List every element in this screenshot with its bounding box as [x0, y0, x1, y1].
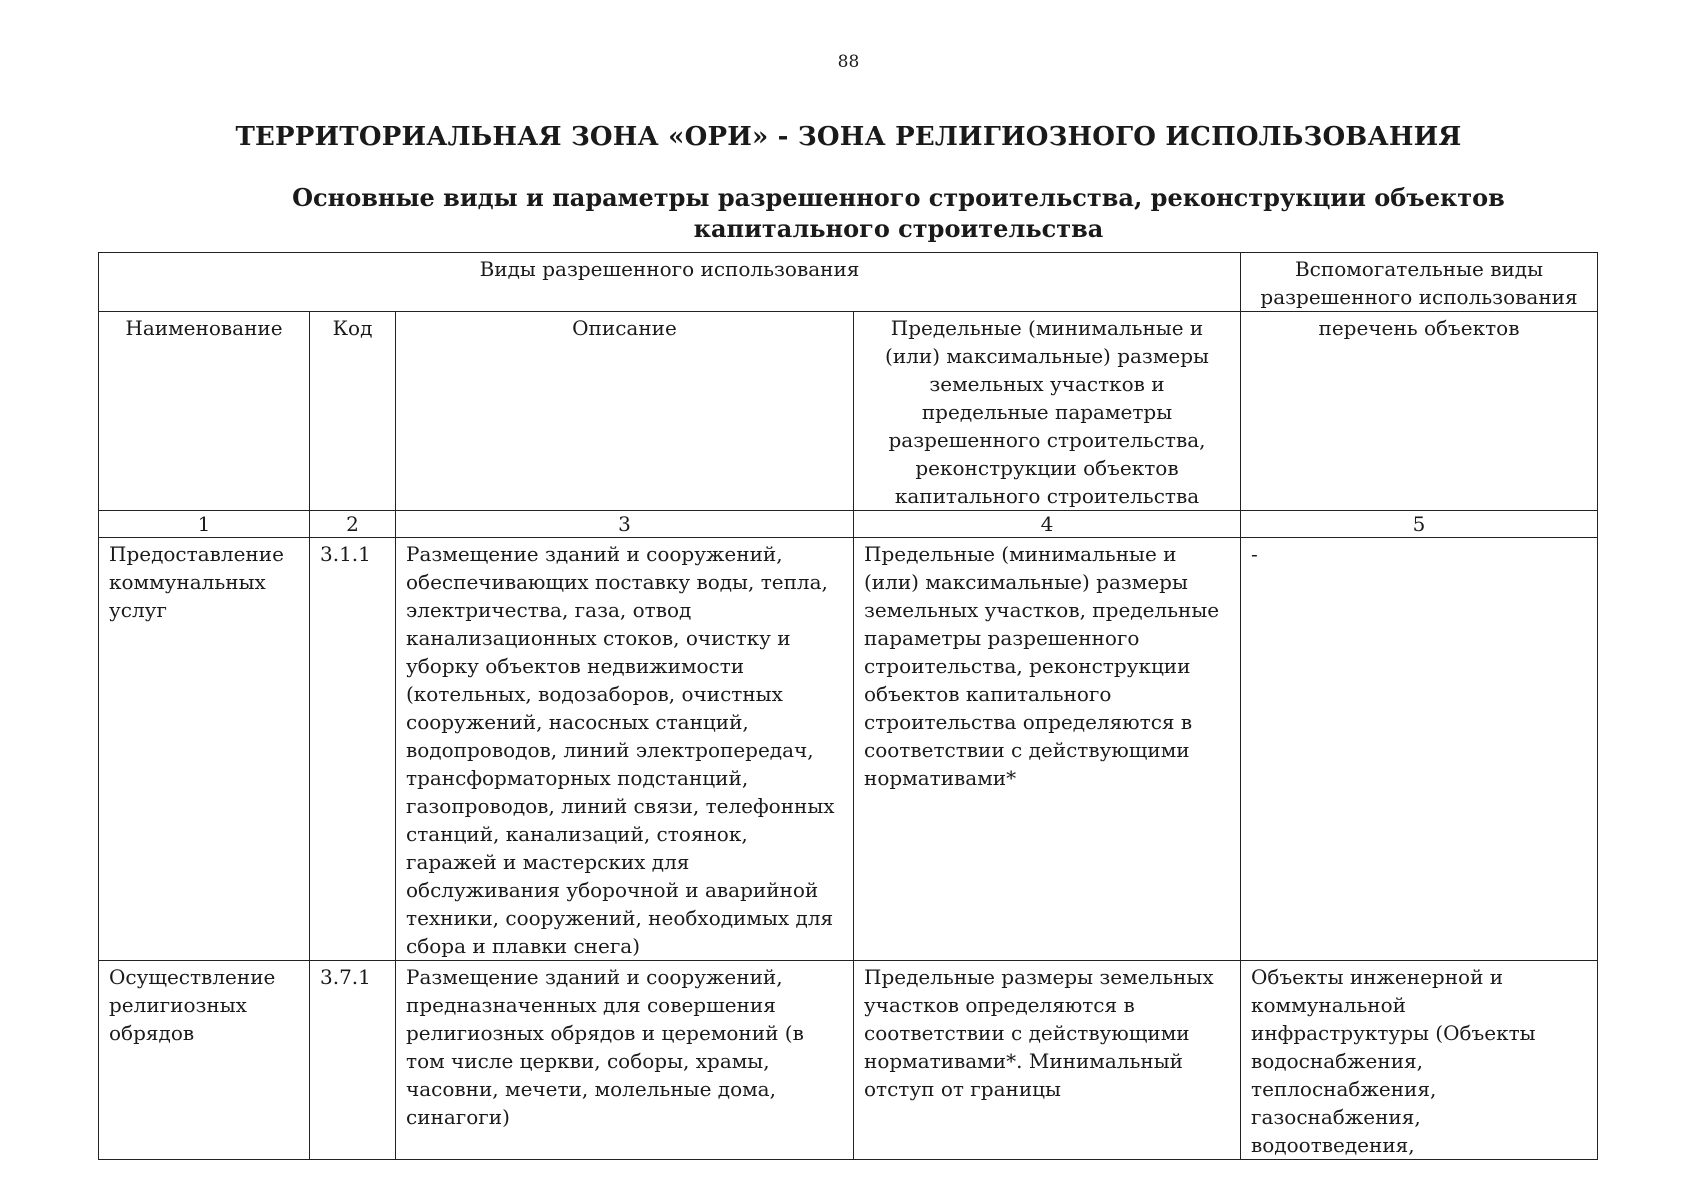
- table-row: [99, 538, 1598, 961]
- column-header-code: Код: [310, 312, 396, 511]
- column-number-row: [99, 511, 1598, 538]
- column-header-objects: перечень объектов: [1241, 312, 1598, 511]
- row-params: Предельные (минимальные и (или) максимальные) размеры земельных участков, предельные параметры разрешенного строительства, реконструкции объектов капитального строительства определяются в соответствии с действующими нормативами*: [854, 538, 1241, 961]
- row-params: Предельные размеры земельных участков определяются в соответствии с действующими нормативами*. Минимальный отступ от границы: [854, 961, 1241, 1160]
- column-number: 3: [396, 511, 854, 538]
- column-number: 2: [310, 511, 396, 538]
- table-row: [99, 961, 1598, 1160]
- row-aux: -: [1241, 538, 1598, 961]
- row-description: Размещение зданий и сооружений, обеспечивающих поставку воды, тепла, электричества, газа, отвод канализационных стоков, очистку и уборку объектов недвижимости (котельных, водозаборов, очистных сооружений, насосных станций, водопроводов, линий электропередач, трансформаторных подстанций, газопроводов, линий связи, телефонных станций, канализаций, стоянок, гаражей и мастерских для обслуживания уборочной и аварийной техники, сооружений, необходимых для сбора и плавки снега): [396, 538, 854, 961]
- row-code: 3.7.1: [310, 961, 396, 1160]
- column-header-description: Описание: [396, 312, 854, 511]
- column-header-name: Наименование: [99, 312, 310, 511]
- column-number: 1: [99, 511, 310, 538]
- table-group-header-row: [99, 253, 1598, 312]
- row-name: Предоставление коммунальных услуг: [99, 538, 310, 961]
- group-header-main: Виды разрешенного использования: [99, 253, 1241, 312]
- column-number: 4: [854, 511, 1241, 538]
- row-aux: Объекты инженерной и коммунальной инфраструктуры (Объекты водоснабжения, теплоснабжения, газоснабжения, водоотведения,: [1241, 961, 1598, 1160]
- row-code: 3.1.1: [310, 538, 396, 961]
- section-subtitle: Основные виды и параметры разрешенного строительства, реконструкции объектов капитального строительства: [292, 183, 1505, 243]
- column-number: 5: [1241, 511, 1598, 538]
- table-column-header-row: [99, 312, 1598, 511]
- group-header-aux: Вспомогательные виды разрешенного использования: [1241, 253, 1598, 312]
- page-title: ТЕРРИТОРИАЛЬНАЯ ЗОНА «ОРИ» - ЗОНА РЕЛИГИОЗНОГО ИСПОЛЬЗОВАНИЯ: [235, 122, 1462, 152]
- column-header-params: Предельные (минимальные и (или) максимальные) размеры земельных участков и предельные параметры разрешенного строительства, реконструкции объектов капитального строительства: [854, 312, 1241, 511]
- row-name: Осуществление религиозных обрядов: [99, 961, 310, 1160]
- row-description: Размещение зданий и сооружений, предназначенных для совершения религиозных обрядов и церемоний (в том числе церкви, соборы, храмы, часовни, мечети, молельные дома, синагоги): [396, 961, 854, 1160]
- page-number: 88: [837, 52, 860, 72]
- zoning-table: [98, 252, 1598, 1160]
